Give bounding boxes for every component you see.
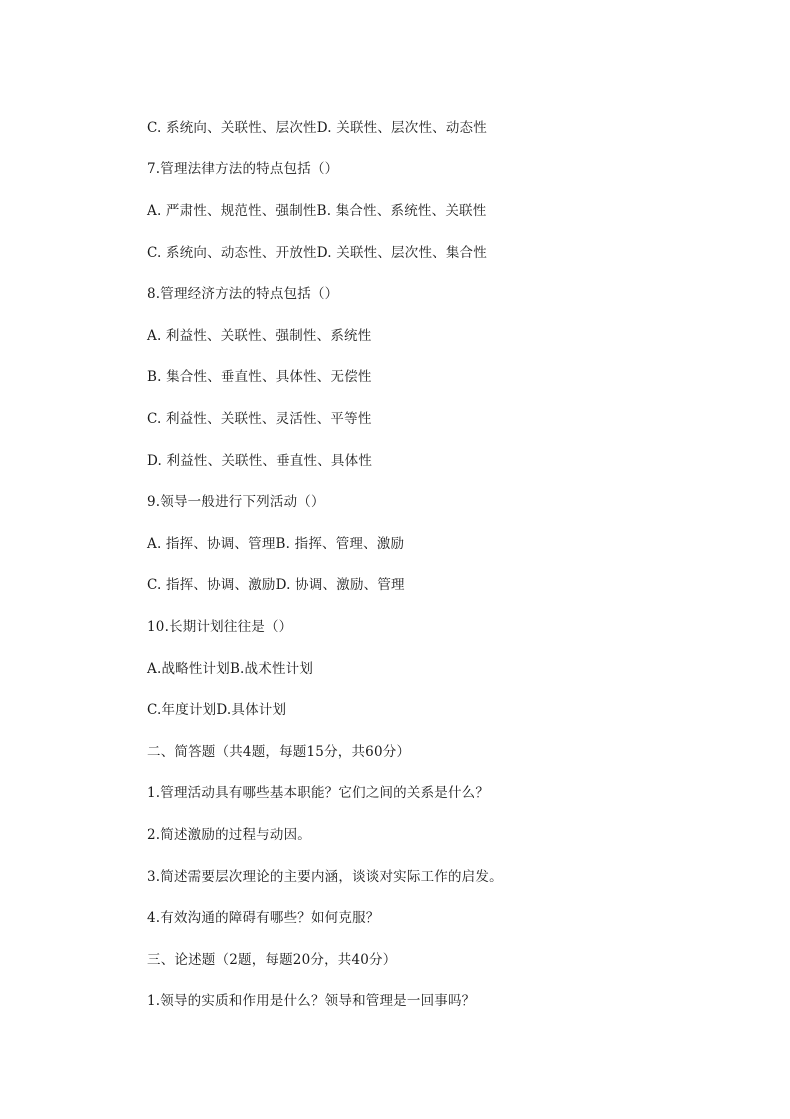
option-line-6cd: C. 系统向、关联性、层次性D. 关联性、层次性、动态性 (147, 120, 487, 136)
option-8d: D. 利益性、关联性、垂直性、具体性 (147, 453, 373, 469)
option-8b: B. 集合性、垂直性、具体性、无偿性 (147, 369, 372, 385)
short-answer-2: 2.简述激励的过程与动因。 (147, 827, 311, 843)
option-line-9ab: A. 指挥、协调、管理B. 指挥、管理、激励 (147, 536, 405, 552)
option-8c: C. 利益性、关联性、灵活性、平等性 (147, 411, 372, 427)
short-answer-1: 1.管理活动具有哪些基本职能？它们之间的关系是什么？ (147, 785, 490, 801)
option-line-7cd: C. 系统向、动态性、开放性D. 关联性、层次性、集合性 (147, 245, 487, 261)
question-10: 10.长期计划往往是（） (147, 619, 293, 635)
question-8: 8.管理经济方法的特点包括（） (147, 286, 339, 302)
option-line-10cd: C.年度计划D.具体计划 (147, 702, 287, 718)
option-8a: A. 利益性、关联性、强制性、系统性 (147, 328, 372, 344)
section-heading-essay: 三、论述题（2题，每题20分，共40分） (147, 952, 397, 968)
option-line-7ab: A. 严肃性、规范性、强制性B. 集合性、系统性、关联性 (147, 203, 487, 219)
option-line-9cd: C. 指挥、协调、激励D. 协调、激励、管理 (147, 577, 405, 593)
question-9: 9.领导一般进行下列活动（） (147, 494, 325, 510)
section-heading-short-answer: 二、简答题（共4题，每题15分，共60分） (147, 744, 411, 760)
option-line-10ab: A.战略性计划B.战术性计划 (147, 661, 314, 677)
essay-question-1: 1.领导的实质和作用是什么？领导和管理是一回事吗？ (147, 993, 476, 1009)
question-7: 7.管理法律方法的特点包括（） (147, 161, 339, 177)
short-answer-4: 4.有效沟通的障碍有哪些？如何克服？ (147, 910, 380, 926)
short-answer-3: 3.简述需要层次理论的主要内涵，谈谈对实际工作的启发。 (147, 869, 503, 885)
